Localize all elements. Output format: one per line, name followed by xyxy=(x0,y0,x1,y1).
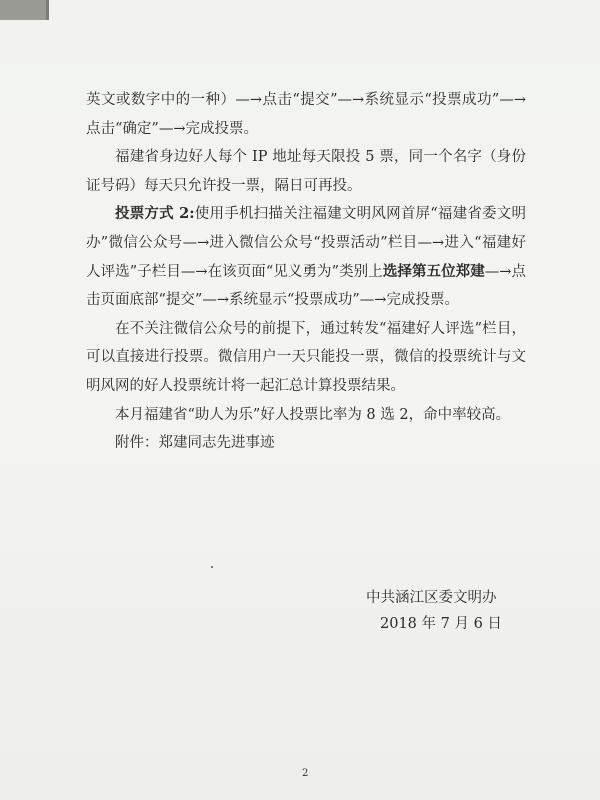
vote-method-2-highlight: 选择第五位郑建 xyxy=(382,262,485,280)
paper-speck xyxy=(211,566,213,568)
vote-method-2-text-b: —→点击页面底部“提交”—→系统显示“投票成功”—→完成投票。 xyxy=(86,263,527,309)
paragraph-ip-limit: 福建省身边好人每个 IP 地址每天限投 5 票，同一个名字（身份证号码）每天只允许投一票，隔日可再投。 xyxy=(86,149,526,194)
page-number: 2 xyxy=(302,768,309,779)
signature-organization: 中共涵江区委文明办 xyxy=(366,590,497,606)
attachment-line: 附件：郑建同志先进事迹 xyxy=(115,435,275,452)
signature-date: 2018 年 7 月 6 日 xyxy=(380,616,502,632)
vote-method-2-text-a: 使用手机扫描关注福建文明风网首屏“福建省委文明办”微信公众号—→进入微信公众号“投票活动”栏目—→进入“福建好人评选”子栏目—→在该页面“见义勇为”类别上 xyxy=(86,206,526,280)
paragraph-wechat-forward: 在不关注微信公众号的前提下，通过转发“福建好人评选”栏目，可以直接进行投票。微信用户一天只能投一票，微信的投票统计与文明风网的好人投票统计将一起汇总计算投票结果。 xyxy=(86,320,526,394)
background-edge xyxy=(0,0,46,20)
page-edge-shadow xyxy=(46,0,49,20)
paragraph-vote-method-2 xyxy=(86,200,526,314)
vote-method-2-label: 投票方式 2: xyxy=(115,205,195,223)
paragraph-vote-ratio: 本月福建省“助人为乐”好人投票比率为 8 选 2，命中率较高。 xyxy=(115,406,511,423)
document-body xyxy=(86,86,526,458)
paragraph-vote-method-1-end: 英文或数字中的一种）—→点击“提交”—→系统显示“投票成功”—→点击“确定”—→完成投票。 xyxy=(86,92,526,137)
